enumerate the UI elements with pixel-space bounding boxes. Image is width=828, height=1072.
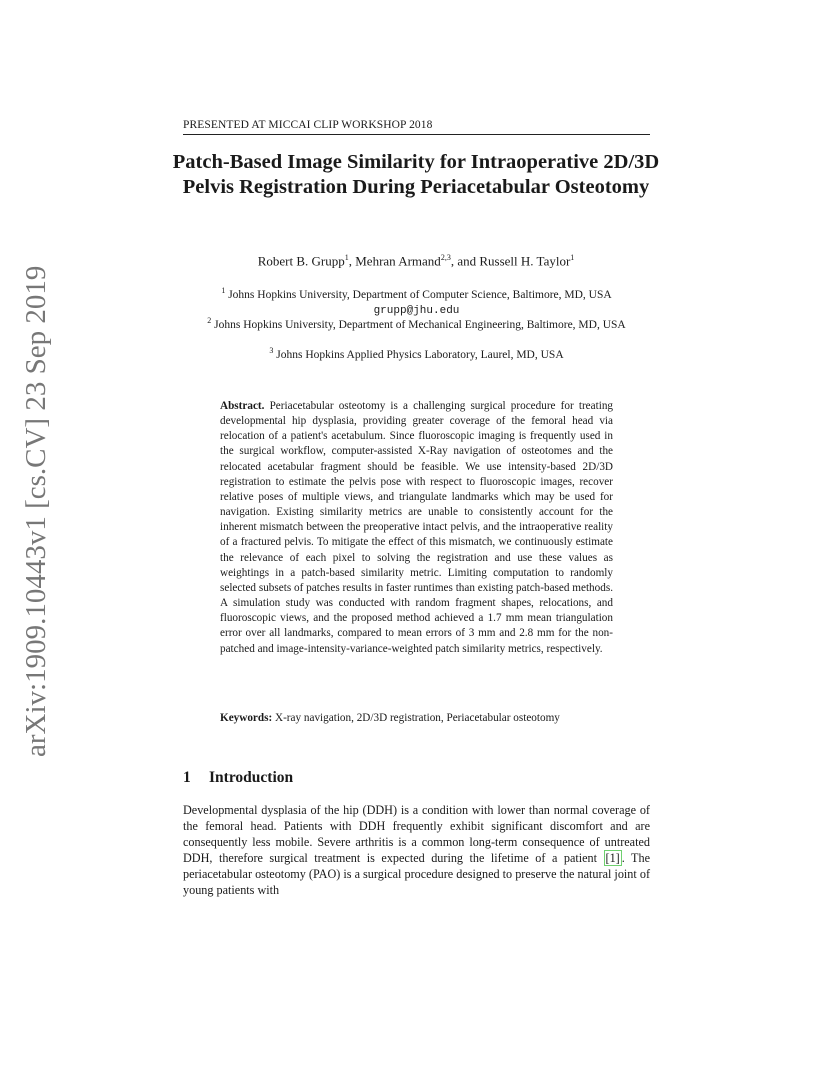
author-affil-mark: 2,3 [440, 253, 451, 262]
affil-text: Johns Hopkins University, Department of Mechanical Engineering, Baltimore, MD, USA [214, 318, 626, 331]
keywords-text: X-ray navigation, 2D/3D registration, Periacetabular osteotomy [275, 712, 560, 724]
section-title: Introduction [209, 769, 294, 786]
abstract [220, 399, 613, 657]
keywords [220, 711, 613, 726]
section-heading [183, 769, 293, 787]
author-name: Robert B. Grupp [257, 253, 345, 269]
intro-text: Developmental dysplasia of the hip (DDH) is a condition with lower than normal coverage of the femoral head. Patients with DDH frequently exhibit significant discomfort and are consequently less mobile. Severe arthritis is a common long-term consequence of untreated DDH, therefore surgical treatment is expected during the lifetime of a patient [183, 803, 650, 865]
running-header: PRESENTED AT MICCAI CLIP WORKSHOP 2018 [183, 119, 650, 135]
paper-title: Patch-Based Image Similarity for Intraoperative 2D/3D Pelvis Registration During Periacetabular Osteotomy [172, 151, 660, 198]
author-list: Robert B. Grupp$^1$, Mehran Armand$^{2,3}$, and Russell H. Taylor$^1$ [257, 253, 575, 269]
affil-mark: 2 [207, 316, 212, 325]
keywords-label: Keywords: [220, 712, 273, 724]
arxiv-identifier: arXiv:1909.10443v1 [cs.CV] 23 Sep 2019 [20, 265, 52, 757]
author-name: Mehran Armand [355, 253, 441, 269]
section-number: 1 [183, 769, 191, 786]
author-affil-mark: 1 [570, 253, 575, 262]
affiliation-2 [183, 313, 650, 333]
affiliation-3 [183, 343, 650, 363]
affil-mark: 3 [269, 346, 274, 355]
author-email[interactable]: grupp@jhu.edu [373, 304, 460, 317]
author-affil-mark: 1 [344, 253, 349, 262]
intro-paragraph [183, 803, 650, 898]
affil-text: Johns Hopkins University, Department of Computer Science, Baltimore, MD, USA [228, 288, 612, 301]
intro-text-cont: . The periacetabular osteotomy (PAO) is a surgical procedure designed to preserve the natural joint of young patients with [183, 850, 651, 897]
abstract-text: Periacetabular osteotomy is a challenging surgical procedure for treating developmental hip dysplasia, providing greater coverage of the femoral head via relocation of a patient's acetabulum. Since fluoroscopic imaging is frequently used in the surgical workflow, computer-assisted X-Ray navigation of osteotomes and the relocated acetabular fragment should be feasible. We use intensity-based 2D/3D registration to estimate the pelvis pose with respect to fluoroscopic images, recover relative poses of multiple views, and triangulate landmarks which may be used for navigation. Existing similarity metrics are unable to consistently account for the inherent mismatch between the preoperative intact pelvis, and the intraoperative reality of a fractured pelvis. To mitigate the effect of this mismatch, we continuously estimate the relevance of each pixel to solving the registration and use these values as weightings in a patch-based similarity metric. Limiting computation to randomly selected subsets of patches results in faster runtimes than existing patch-based methods. A simulation study was conducted with random fragment shapes, relocations, and fluoroscopic views, and the proposed method achieved a 1.7 mm mean triangulation error over all landmarks, compared to mean errors of 3 mm and 2.8 mm for the non-patched and image-intensity-variance-weighted patch similarity metrics, respectively. [220, 400, 614, 655]
abstract-label: Abstract. [220, 400, 265, 412]
citation-link[interactable]: [1] [605, 850, 620, 865]
affil-text: Johns Hopkins Applied Physics Laboratory, Laurel, MD, USA [276, 348, 564, 361]
author-name: Russell H. Taylor [479, 253, 571, 269]
affil-mark: 1 [221, 286, 226, 295]
